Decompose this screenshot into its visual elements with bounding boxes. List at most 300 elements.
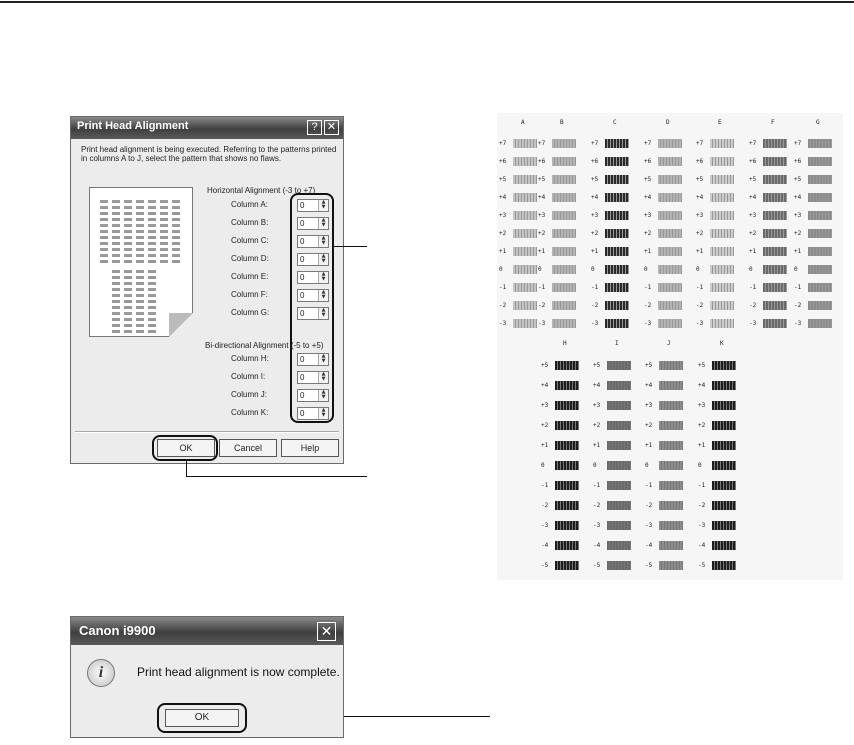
- pattern-row-label: +1: [538, 248, 546, 255]
- preview-pattern-block: [112, 294, 120, 297]
- pattern-swatch: [658, 229, 682, 238]
- close-icon[interactable]: ✕: [324, 120, 339, 135]
- preview-pattern-block: [136, 218, 144, 221]
- pattern-swatch: [605, 247, 629, 256]
- pattern-row-label: -1: [696, 284, 704, 291]
- pattern-row-label: 0: [593, 462, 597, 469]
- pattern-row-label: 0: [499, 266, 503, 273]
- pattern-swatch: [513, 211, 537, 220]
- callout-line-ok-horizontal: [186, 476, 367, 477]
- spinner-arrows-icon[interactable]: ▲ ▼: [318, 390, 328, 401]
- spinner-arrows-icon[interactable]: ▲ ▼: [318, 408, 328, 419]
- pattern-swatch: [555, 361, 579, 370]
- pattern-swatch: [555, 461, 579, 470]
- pattern-row-label: +5: [698, 362, 706, 369]
- preview-pattern-block: [124, 318, 132, 321]
- preview-pattern-block: [160, 254, 168, 257]
- pattern-column-header: B: [560, 119, 564, 126]
- pattern-row-label: +7: [749, 140, 757, 147]
- info-icon: i: [87, 659, 115, 687]
- pattern-swatch: [763, 247, 787, 256]
- pattern-swatch: [513, 229, 537, 238]
- pattern-row-label: -5: [593, 562, 601, 569]
- pattern-swatch: [552, 139, 576, 148]
- pattern-row-label: +3: [538, 212, 546, 219]
- spinner-arrows-icon[interactable]: ▲ ▼: [318, 200, 328, 211]
- pattern-swatch: [808, 139, 832, 148]
- pattern-row-label: +2: [538, 230, 546, 237]
- pattern-swatch: [605, 157, 629, 166]
- preview-pattern-block: [112, 260, 120, 263]
- preview-pattern-block: [160, 242, 168, 245]
- pattern-row-label: +5: [593, 362, 601, 369]
- preview-pattern-block: [172, 206, 180, 209]
- pattern-row-label: -1: [794, 284, 802, 291]
- preview-pattern-block: [148, 270, 156, 273]
- preview-pattern-block: [136, 294, 144, 297]
- pattern-swatch: [710, 139, 734, 148]
- pattern-row-label: +7: [696, 140, 704, 147]
- preview-pattern-block: [136, 212, 144, 215]
- pattern-row-label: +1: [749, 248, 757, 255]
- pattern-row-label: -2: [749, 302, 757, 309]
- pattern-swatch: [658, 139, 682, 148]
- pattern-swatch: [763, 157, 787, 166]
- pattern-row-label: +5: [499, 176, 507, 183]
- pattern-column-header: C: [613, 119, 617, 126]
- pattern-swatch: [555, 421, 579, 430]
- pattern-row-label: +2: [499, 230, 507, 237]
- pattern-swatch: [763, 301, 787, 310]
- pattern-row-label: +7: [794, 140, 802, 147]
- pattern-row-label: +4: [644, 194, 652, 201]
- callout-line-ok-vertical: [186, 459, 187, 477]
- pattern-swatch: [808, 283, 832, 292]
- preview-pattern-block: [148, 312, 156, 315]
- column-label: Column E:: [231, 272, 269, 281]
- pattern-row-label: -2: [541, 502, 549, 509]
- page-fold: [169, 313, 193, 337]
- pattern-row-label: +3: [541, 402, 549, 409]
- pattern-row-label: +3: [499, 212, 507, 219]
- pattern-swatch: [659, 501, 683, 510]
- pattern-row-label: -4: [645, 542, 653, 549]
- pattern-row-label: +2: [794, 230, 802, 237]
- pattern-swatch: [808, 301, 832, 310]
- pattern-swatch: [808, 229, 832, 238]
- preview-pattern-block: [160, 248, 168, 251]
- pattern-row-label: +5: [696, 176, 704, 183]
- close-icon[interactable]: ✕: [317, 622, 336, 641]
- preview-pattern-block: [112, 248, 120, 251]
- preview-pattern-block: [136, 330, 144, 333]
- preview-pattern-block: [136, 230, 144, 233]
- preview-pattern-block: [100, 242, 108, 245]
- pattern-row-label: -2: [644, 302, 652, 309]
- pattern-row-label: +3: [593, 402, 601, 409]
- preview-pattern-block: [136, 318, 144, 321]
- preview-pattern-block: [160, 200, 168, 203]
- preview-pattern-block: [148, 318, 156, 321]
- preview-pattern-block: [124, 288, 132, 291]
- pattern-row-label: +7: [499, 140, 507, 147]
- preview-pattern-block: [136, 260, 144, 263]
- preview-pattern-block: [124, 218, 132, 221]
- pattern-row-label: -3: [644, 320, 652, 327]
- pattern-row-label: -2: [499, 302, 507, 309]
- preview-pattern-block: [100, 260, 108, 263]
- preview-pattern-block: [124, 212, 132, 215]
- pattern-swatch: [607, 521, 631, 530]
- pattern-row-label: -5: [698, 562, 706, 569]
- complete-ok-highlight: [157, 703, 247, 733]
- pattern-swatch: [607, 421, 631, 430]
- preview-pattern-block: [136, 206, 144, 209]
- pattern-column-header: E: [718, 119, 722, 126]
- pattern-row-label: +1: [541, 442, 549, 449]
- pattern-swatch: [710, 301, 734, 310]
- pattern-row-label: +3: [645, 402, 653, 409]
- pattern-row-label: -4: [541, 542, 549, 549]
- pattern-swatch: [808, 157, 832, 166]
- pattern-row-label: +1: [591, 248, 599, 255]
- pattern-swatch: [763, 265, 787, 274]
- preview-pattern-block: [100, 200, 108, 203]
- column-value: 0: [300, 237, 305, 246]
- preview-pattern-block: [100, 224, 108, 227]
- pattern-swatch: [808, 247, 832, 256]
- pattern-swatch: [763, 283, 787, 292]
- pattern-swatch: [607, 461, 631, 470]
- preview-pattern-block: [172, 224, 180, 227]
- pattern-row-label: +5: [541, 362, 549, 369]
- pattern-row-label: +2: [645, 422, 653, 429]
- preview-pattern-block: [160, 230, 168, 233]
- column-label: Column D:: [231, 254, 269, 263]
- pattern-row-label: 0: [644, 266, 648, 273]
- preview-pattern-block: [124, 200, 132, 203]
- preview-pattern-block: [136, 200, 144, 203]
- preview-pattern-block: [160, 236, 168, 239]
- preview-pattern-block: [124, 242, 132, 245]
- pattern-swatch: [513, 139, 537, 148]
- preview-pattern-block: [136, 270, 144, 273]
- pattern-row-label: +4: [645, 382, 653, 389]
- pattern-swatch: [710, 211, 734, 220]
- pattern-swatch: [710, 157, 734, 166]
- preview-pattern-block: [136, 248, 144, 251]
- pattern-swatch: [658, 193, 682, 202]
- complete-dialog-title: Canon i9900: [79, 623, 156, 638]
- preview-pattern-block: [112, 230, 120, 233]
- pattern-row-label: +1: [645, 442, 653, 449]
- pattern-swatch: [555, 561, 579, 570]
- column-value: 0: [300, 355, 305, 364]
- pattern-row-label: +4: [591, 194, 599, 201]
- preview-pattern-block: [148, 306, 156, 309]
- spinner-arrows-icon[interactable]: ▲ ▼: [318, 372, 328, 383]
- pattern-swatch: [607, 401, 631, 410]
- pattern-swatch: [712, 561, 736, 570]
- preview-pattern-block: [112, 288, 120, 291]
- pattern-swatch: [552, 193, 576, 202]
- preview-pattern-block: [172, 254, 180, 257]
- preview-pattern-block: [100, 206, 108, 209]
- pattern-swatch: [605, 139, 629, 148]
- pattern-swatch: [659, 461, 683, 470]
- preview-pattern-block: [124, 306, 132, 309]
- alignment-pattern-sheet: [497, 113, 843, 580]
- column-label: Column A:: [231, 200, 268, 209]
- preview-pattern-block: [148, 330, 156, 333]
- pattern-swatch: [763, 193, 787, 202]
- preview-pattern-block: [124, 236, 132, 239]
- pattern-swatch: [710, 193, 734, 202]
- print-head-alignment-dialog: [70, 116, 344, 464]
- pattern-swatch: [605, 283, 629, 292]
- pattern-row-label: -2: [593, 502, 601, 509]
- column-label: Column K:: [231, 408, 269, 417]
- pattern-swatch: [808, 265, 832, 274]
- dialog-titlebar: [71, 117, 343, 139]
- pattern-swatch: [659, 361, 683, 370]
- spinner-arrows-icon[interactable]: ▲ ▼: [318, 290, 328, 301]
- pattern-swatch: [607, 361, 631, 370]
- preview-pattern-block: [112, 276, 120, 279]
- preview-pattern-block: [136, 254, 144, 257]
- preview-pattern-block: [124, 248, 132, 251]
- spinner-arrows-icon[interactable]: ▲ ▼: [318, 218, 328, 229]
- preview-pattern-block: [112, 224, 120, 227]
- pattern-swatch: [712, 481, 736, 490]
- pattern-row-label: -5: [541, 562, 549, 569]
- pattern-swatch: [712, 501, 736, 510]
- pattern-swatch: [605, 301, 629, 310]
- preview-pattern-block: [100, 218, 108, 221]
- pattern-swatch: [808, 175, 832, 184]
- pattern-row-label: -1: [644, 284, 652, 291]
- preview-pattern-block: [148, 236, 156, 239]
- pattern-row-label: +4: [749, 194, 757, 201]
- pattern-swatch: [710, 175, 734, 184]
- spinner-arrows-icon[interactable]: ▲ ▼: [318, 236, 328, 247]
- pattern-swatch: [555, 541, 579, 550]
- preview-pattern-block: [172, 260, 180, 263]
- pattern-row-label: +3: [696, 212, 704, 219]
- preview-pattern-block: [112, 318, 120, 321]
- dialog-title: Print Head Alignment: [77, 120, 189, 132]
- preview-pattern-block: [160, 224, 168, 227]
- bidirectional-alignment-label: Bi-directional Alignment (-5 to +5): [205, 341, 324, 350]
- pattern-row-label: +7: [538, 140, 546, 147]
- pattern-swatch: [659, 441, 683, 450]
- preview-pattern-block: [148, 212, 156, 215]
- pattern-swatch: [712, 521, 736, 530]
- cancel-button[interactable]: Cancel: [219, 439, 277, 457]
- pattern-row-label: +5: [645, 362, 653, 369]
- pattern-row-label: +6: [644, 158, 652, 165]
- pattern-row-label: +4: [593, 382, 601, 389]
- preview-pattern-block: [172, 230, 180, 233]
- column-value: 0: [300, 373, 305, 382]
- pattern-swatch: [712, 361, 736, 370]
- pattern-swatch: [763, 211, 787, 220]
- pattern-swatch: [513, 193, 537, 202]
- preview-pattern-block: [136, 312, 144, 315]
- pattern-row-label: +1: [499, 248, 507, 255]
- pattern-column-header: G: [816, 119, 820, 126]
- pattern-row-label: +5: [538, 176, 546, 183]
- pattern-column-header: A: [521, 119, 525, 126]
- pattern-swatch: [607, 541, 631, 550]
- pattern-row-label: +7: [644, 140, 652, 147]
- pattern-row-label: +2: [541, 422, 549, 429]
- pattern-row-label: -1: [499, 284, 507, 291]
- pattern-row-label: -1: [645, 482, 653, 489]
- pattern-swatch: [763, 175, 787, 184]
- complete-ok-button[interactable]: OK: [165, 709, 239, 727]
- preview-pattern-block: [136, 276, 144, 279]
- preview-pattern-block: [124, 330, 132, 333]
- pattern-swatch: [659, 381, 683, 390]
- spinner-arrows-icon[interactable]: ▲ ▼: [318, 308, 328, 319]
- pattern-swatch: [552, 229, 576, 238]
- preview-pattern-block: [124, 324, 132, 327]
- spinner-arrows-icon[interactable]: ▲ ▼: [318, 354, 328, 365]
- horizontal-alignment-label: Horizontal Alignment (-3 to +7): [207, 186, 316, 195]
- preview-pattern-block: [148, 276, 156, 279]
- pattern-swatch: [605, 229, 629, 238]
- pattern-swatch: [555, 521, 579, 530]
- spinner-arrows-icon[interactable]: ▲ ▼: [318, 272, 328, 283]
- pattern-row-label: -3: [696, 320, 704, 327]
- complete-message: Print head alignment is now complete.: [137, 665, 340, 679]
- preview-pattern-block: [148, 218, 156, 221]
- pattern-row-label: -1: [698, 482, 706, 489]
- pattern-swatch: [658, 265, 682, 274]
- pattern-row-label: +3: [591, 212, 599, 219]
- column-value: 0: [300, 201, 305, 210]
- preview-pattern-block: [112, 324, 120, 327]
- pattern-row-label: -3: [794, 320, 802, 327]
- pattern-row-label: -1: [591, 284, 599, 291]
- pattern-swatch: [607, 561, 631, 570]
- pattern-swatch: [712, 401, 736, 410]
- pattern-swatch: [659, 421, 683, 430]
- preview-pattern-block: [172, 248, 180, 251]
- column-value: 0: [300, 273, 305, 282]
- pattern-row-label: 0: [591, 266, 595, 273]
- pattern-row-label: -3: [541, 522, 549, 529]
- help-button[interactable]: Help: [281, 439, 339, 457]
- ok-button[interactable]: OK: [157, 439, 215, 457]
- pattern-swatch: [513, 265, 537, 274]
- pattern-swatch: [513, 319, 537, 328]
- pattern-swatch: [710, 283, 734, 292]
- pattern-row-label: 0: [696, 266, 700, 273]
- pattern-row-label: 0: [541, 462, 545, 469]
- preview-pattern-block: [148, 206, 156, 209]
- pattern-row-label: +4: [499, 194, 507, 201]
- preview-pattern-block: [124, 312, 132, 315]
- pattern-swatch: [552, 283, 576, 292]
- pattern-swatch: [658, 157, 682, 166]
- column-label: Column I:: [231, 372, 266, 381]
- pattern-column-header: K: [720, 340, 724, 347]
- preview-pattern-block: [124, 270, 132, 273]
- pattern-row-label: +5: [749, 176, 757, 183]
- pattern-swatch: [552, 157, 576, 166]
- pattern-swatch: [659, 521, 683, 530]
- pattern-swatch: [659, 481, 683, 490]
- column-label: Column B:: [231, 218, 269, 227]
- column-value: 0: [300, 309, 305, 318]
- pattern-row-label: +3: [644, 212, 652, 219]
- spinner-arrows-icon[interactable]: ▲ ▼: [318, 254, 328, 265]
- pattern-row-label: +3: [698, 402, 706, 409]
- pattern-swatch: [712, 441, 736, 450]
- pattern-swatch: [763, 319, 787, 328]
- pattern-swatch: [605, 211, 629, 220]
- pattern-row-label: -5: [645, 562, 653, 569]
- pattern-swatch: [658, 175, 682, 184]
- preview-pattern-block: [100, 230, 108, 233]
- column-values-highlight: [290, 193, 334, 423]
- pattern-swatch: [555, 481, 579, 490]
- pattern-swatch: [710, 319, 734, 328]
- pattern-row-label: -1: [538, 284, 546, 291]
- pattern-row-label: +2: [591, 230, 599, 237]
- preview-pattern-block: [148, 260, 156, 263]
- help-question-icon[interactable]: ?: [307, 120, 322, 135]
- pattern-row-label: +4: [541, 382, 549, 389]
- pattern-row-label: -2: [591, 302, 599, 309]
- pattern-swatch: [605, 319, 629, 328]
- pattern-column-header: J: [667, 340, 671, 347]
- column-label: Column F:: [231, 290, 268, 299]
- pattern-swatch: [605, 265, 629, 274]
- pattern-column-header: F: [771, 119, 775, 126]
- pattern-swatch: [607, 501, 631, 510]
- pattern-swatch: [513, 157, 537, 166]
- top-rule: [0, 1, 854, 3]
- pattern-swatch: [607, 441, 631, 450]
- pattern-row-label: +2: [593, 422, 601, 429]
- pattern-row-label: +2: [749, 230, 757, 237]
- preview-pattern-block: [124, 254, 132, 257]
- pattern-row-label: -3: [593, 522, 601, 529]
- callout-line-columns: [333, 246, 367, 247]
- pattern-row-label: +1: [644, 248, 652, 255]
- pattern-swatch: [808, 211, 832, 220]
- ok-button-highlight: [152, 435, 218, 461]
- preview-pattern-block: [112, 200, 120, 203]
- pattern-swatch: [763, 139, 787, 148]
- pattern-row-label: +6: [749, 158, 757, 165]
- pattern-row-label: +6: [794, 158, 802, 165]
- column-label: Column J:: [231, 390, 268, 399]
- pattern-row-label: +5: [591, 176, 599, 183]
- pattern-swatch: [552, 175, 576, 184]
- pattern-swatch: [712, 381, 736, 390]
- preview-pattern-block: [148, 248, 156, 251]
- pattern-swatch: [658, 319, 682, 328]
- preview-pattern-block: [148, 242, 156, 245]
- pattern-swatch: [552, 265, 576, 274]
- preview-pattern-block: [112, 300, 120, 303]
- pattern-row-label: +6: [538, 158, 546, 165]
- preview-pattern-block: [172, 218, 180, 221]
